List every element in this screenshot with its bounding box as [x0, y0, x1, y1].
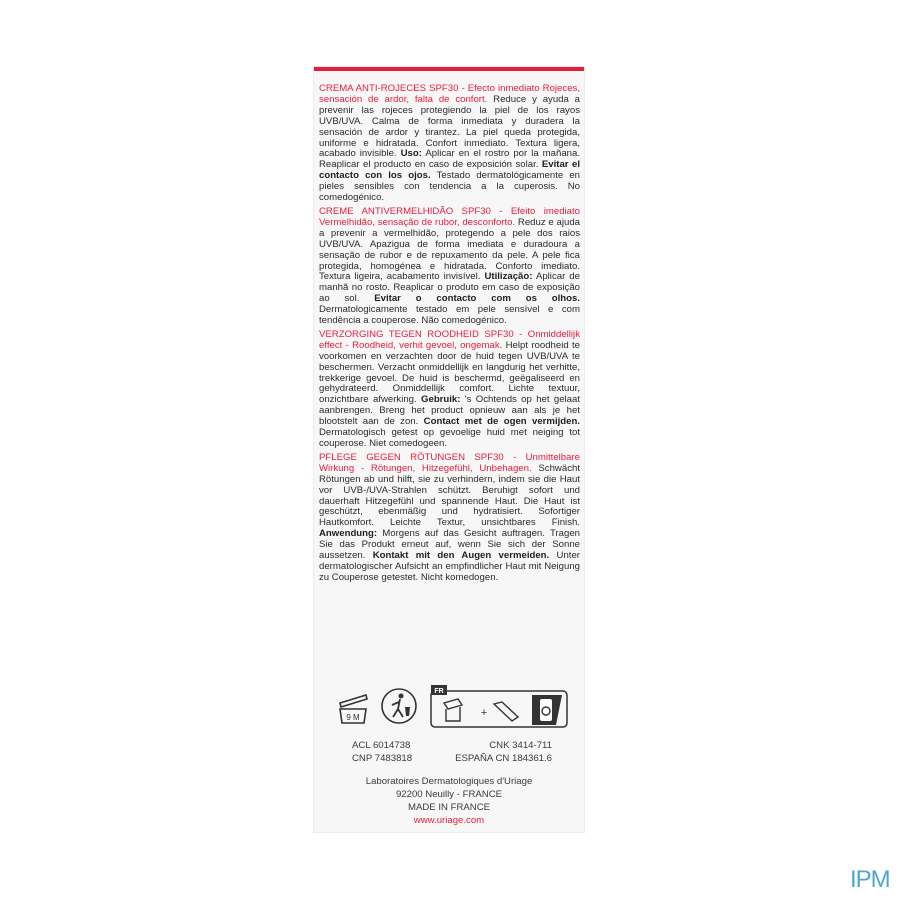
- top-red-stripe: [314, 67, 584, 71]
- usage-label: Gebruik:: [421, 394, 461, 406]
- triman-recycling-info-icon: [430, 685, 570, 729]
- usage-label: Uso:: [400, 148, 422, 160]
- section-body: Reduz e ajuda a prevenir a vermelhidão, protegendo a pele dos raios UVB/UVA. Apazigua de forma imediata e duradoura a sensação de rubor e de repuxamento da pele. A pele fica protegida, homogénea e hidratada. Conforto imediato. Textura ligeira, acabamento invisível.: [319, 216, 580, 283]
- section-body: Schwächt Rötungen ab und hilft, sie zu verhindern, indem sie die Haut vor UVB-/UVA-Strahlen schützt. Beruhigt sofort und dauerhaft Hitzegefühl und spannende Haut. Die Haut ist geschützt, ebenmäßig und hydratisiert. Sofortiger Hautkomfort. Leichte Textur, unsichtbares Finish.: [319, 462, 580, 529]
- product-codes: [352, 739, 552, 765]
- made-in-label: MADE IN FRANCE: [407, 802, 491, 813]
- section-body: Dermatologicamente testado em pele sensível e com tendência a couperose. Não comedogénico.: [319, 304, 580, 327]
- section-heading: CREMA ANTI-ROJECES SPF30 - Efecto inmediato Rojeces, sensación de ardor, falta de confort.: [319, 83, 580, 105]
- plus-sign: +: [480, 707, 488, 719]
- cnk-code: CNK 3414-711: [489, 740, 552, 751]
- manufacturer-info: [314, 775, 584, 827]
- section-body: 's Ochtends op het gelaat aanbrengen. Breng het product opnieuw aan als je het blootstelt aan de zon.: [319, 394, 581, 428]
- eye-warning: Kontakt mit den Augen vermeiden.: [372, 550, 550, 562]
- product-description-text: [319, 84, 580, 587]
- section-body: Reduce y ayuda a prevenir las rojeces protegiendo la piel de los rayos UVB/UVA. Calma de forma inmediata y duradera la sensación de ardor y tirantez. La piel queda protegida, uniforme e hidratada. Confort inmediato. Textura ligera, acabado invisible.: [319, 93, 580, 160]
- usage-label: Anwendung:: [319, 528, 378, 540]
- pao-label: 9 M: [346, 713, 360, 722]
- section-body: Aplicar en el rostro por la mañana. Reaplicar el producto en caso de exposición solar.: [319, 148, 580, 171]
- acl-code: ACL 6014738: [352, 740, 411, 751]
- section-heading: PFLEGE GEGEN RÖTUNGEN SPF30 - Unmittelbare Wirkung - Rötungen, Hitzegefühl, Unbehagen.: [319, 451, 580, 474]
- eye-warning: Evitar el contacto con los ojos.: [319, 159, 580, 182]
- section-body: Aplicar de manhã no rosto. Reaplicar o produto em caso de exposição ao sol.: [319, 271, 580, 305]
- codes-row: [352, 739, 552, 752]
- packaging-symbols: [336, 685, 576, 729]
- product-box-panel: [313, 66, 585, 833]
- section-body: Testado dermatológicamente en pieles sensibles con tendencia a la cuperosis. No comedogénico.: [319, 170, 580, 204]
- eye-warning: Contact met de ogen vermijden.: [423, 416, 580, 428]
- eye-warning: Evitar o contacto com os olhos.: [374, 293, 581, 305]
- espana-code: ESPAÑA CN 184361.6: [455, 753, 552, 764]
- manufacturer-name: Laboratoires Dermatologiques d'Uriage: [365, 776, 533, 787]
- codes-row: [352, 752, 552, 765]
- section-body: Unter dermatologischer Aufsicht an empfindlicher Haut mit Neigung zu Couperose getestet. Nicht komedogen.: [319, 550, 580, 583]
- section-es: [319, 84, 580, 204]
- usage-label: Utilização:: [484, 271, 533, 283]
- website-link[interactable]: www.uriage.com: [413, 815, 485, 826]
- cnp-code: CNP 7483818: [352, 753, 413, 764]
- tidyman-disposal-icon: [380, 687, 418, 725]
- section-nl: [319, 330, 580, 450]
- manufacturer-address: 92200 Neuilly - FRANCE: [395, 789, 503, 800]
- open-jar-pao-icon: [336, 689, 370, 725]
- section-body: Dermatologisch getest op gevoelige huid met neiging tot couperose. Niet comedogeen.: [319, 427, 580, 449]
- recycle-tag: FR: [434, 688, 444, 695]
- section-de: [319, 453, 580, 584]
- section-heading: CREME ANTIVERMELHIDÃO SPF30 - Efeito imediato Vermelhidão, sensação de rubor, desconforto.: [319, 205, 580, 228]
- section-body: Helpt roodheid te voorkomen en verzachten door de huid tegen UVB/UVA te beschermen. Verzacht onmiddellijk en langdurig het verhitte, trekkerige gevoel. De huid is beschermd, geëgaliseerd en gehydrateerd. Onmiddellijk comfort. Lichte textuur, onzichtbare afwerking.: [319, 339, 580, 406]
- ipm-watermark-logo: IPM: [850, 866, 890, 893]
- section-body: Morgens auf das Gesicht auftragen. Tragen Sie das Produkt erneut auf, wenn Sie sich der Sonne aussetzen.: [319, 528, 580, 562]
- section-pt: [319, 207, 580, 327]
- section-heading: VERZORGING TEGEN ROODHEID SPF30 - Onmiddellijk effect - Roodheid, verhit gevoel, ongemak.: [319, 328, 580, 351]
